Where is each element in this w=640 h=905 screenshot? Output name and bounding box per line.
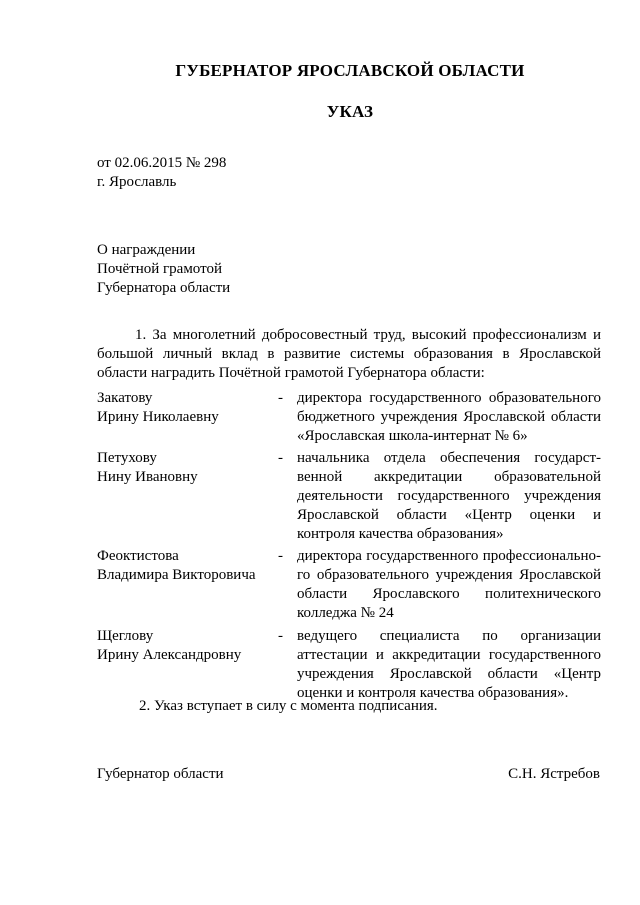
awardee-position: директора государственного образовательного бюджетного учреждения Ярославской области «Ярославская школа-интернат № 6» <box>297 390 601 444</box>
awardee-name <box>97 449 277 487</box>
subject-line-1: О награждении <box>97 242 196 258</box>
awardee-name <box>97 389 277 427</box>
awardee-position: начальника отдела обеспечения государст-венной аккредитации образовательной деятельности государственного учреждения Ярославской области «Центр оценки и контроля качества образования» <box>297 450 601 542</box>
awardee-given: Нину Ивановну <box>97 469 198 485</box>
awardee-position: ведущего специалиста по организации аттестации и аккредитации государственного учреждения Ярославской области «Центр оценки и контроля качества образования». <box>297 628 601 701</box>
city: г. Ярославль <box>97 174 177 190</box>
document-title: ГУБЕРНАТОР ЯРОСЛАВСКОЙ ОБЛАСТИ <box>175 61 525 80</box>
awardee-given: Ирину Александровну <box>97 647 242 663</box>
awardee-name <box>97 627 277 665</box>
awardee-given: Владимира Викторовича <box>97 567 256 583</box>
awardee-surname: Феоктистова <box>97 548 179 564</box>
awardee-position: директора государственного профессионально-го образовательного учреждения Ярославской области Ярославского политехнического колледжа № 24 <box>297 548 601 621</box>
awardee-dash: - <box>278 450 283 466</box>
subject-line-2: Почётной грамотой <box>97 261 222 277</box>
signature-title: Губернатор области <box>97 766 224 782</box>
awardee-name <box>97 547 277 585</box>
paragraph-2: 2. Указ вступает в силу с момента подписания. <box>139 698 438 714</box>
subject-line-3: Губернатора области <box>97 280 231 296</box>
awardee-given: Ирину Николаевну <box>97 409 219 425</box>
awardee-surname: Закатову <box>97 390 153 406</box>
awardee-surname: Щеглову <box>97 628 154 644</box>
document-type: УКАЗ <box>326 102 374 121</box>
awardee-dash: - <box>278 390 283 406</box>
date-number: от 02.06.2015 № 298 <box>97 155 227 171</box>
awardee-surname: Петухову <box>97 450 157 466</box>
awardee-dash: - <box>278 548 283 564</box>
signature-name: С.Н. Ястребов <box>508 766 600 782</box>
awardee-dash: - <box>278 628 283 644</box>
paragraph-1: 1. За многолетний добросовестный труд, высокий профессионализм и большой личный вклад в развитие системы образования в Ярославской области наградить Почётной грамотой Губернатора области: <box>97 327 601 381</box>
